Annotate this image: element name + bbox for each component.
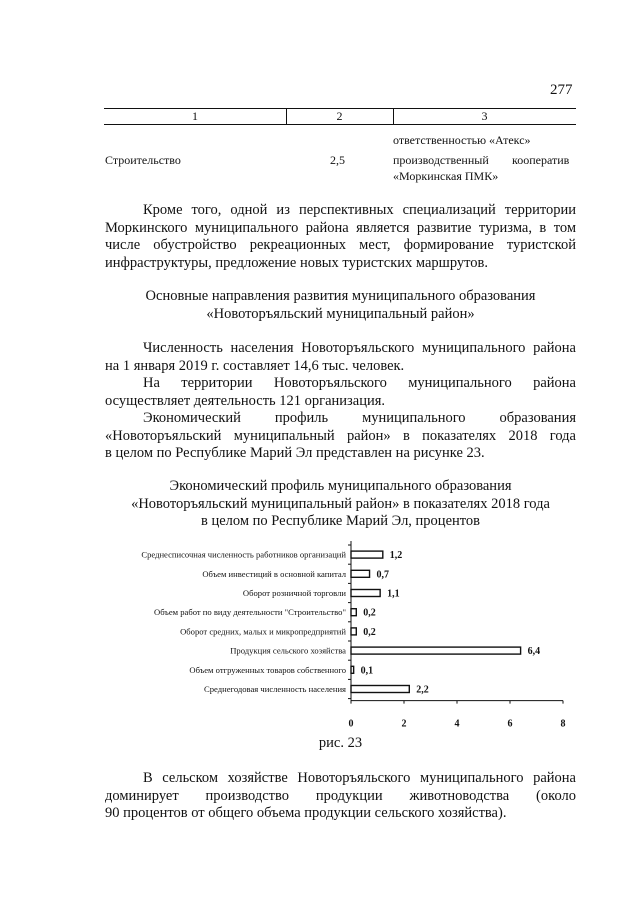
table-cell-desc-a: производственный: [393, 153, 489, 167]
text-line: на 1 января 2019 г. составляет 14,6 тыс. человек.: [105, 357, 405, 374]
chart-bar: [351, 647, 521, 654]
chart-category-label: Среднегодовая численность населения: [204, 684, 346, 694]
chart-category-label: Объем отгруженных товаров собственного: [189, 664, 346, 675]
text-line: числе обустройство рекреационных мест, формирование туристской: [105, 237, 576, 254]
chart-title-line: в целом по Республике Марий Эл, процентов: [200, 513, 481, 530]
chart-value-label: 0,2: [363, 607, 376, 619]
text-line: Кроме того, одной из перспективных специализаций территории: [143, 202, 576, 218]
table-col-header-1: 1: [192, 109, 198, 123]
paragraph-agriculture: [105, 770, 576, 823]
chart-category-label: Оборот розничной торговли: [242, 588, 346, 598]
chart-category-label: Продукция сельского хозяйства: [230, 645, 346, 656]
chart-value-label: 2,2: [416, 684, 429, 696]
chart-bar: [351, 628, 356, 635]
table-col-header-3: 3: [481, 109, 488, 123]
text-line: инфраструктуры, предложение новых туристских маршрутов.: [105, 254, 488, 271]
table-continuation-text: ответственностью «Атекс»: [393, 133, 531, 147]
table-cell-desc-line2: «Моркинская ПМК»: [393, 169, 499, 183]
chart-value-label: 0,1: [360, 665, 374, 677]
text-line: в целом по Республике Марий Эл представлен на рисунке 23.: [105, 445, 485, 462]
chart-x-tick-label: 4: [454, 718, 460, 730]
chart-x-tick-label: 6: [507, 718, 513, 730]
chart-bar: [351, 590, 380, 597]
text-line: «Новоторъяльский муниципальный район» в показателях 2018 года: [105, 427, 576, 444]
text-line: В сельском хозяйстве Новоторъяльского муниципального района: [143, 770, 576, 786]
table-cell-desc-b: кооператив: [512, 153, 570, 167]
chart-value-label: 1,1: [387, 588, 400, 600]
text-line: На территории Новоторъяльского муниципального района: [143, 375, 576, 391]
chart-title-line: Экономический профиль муниципального образования: [169, 478, 512, 494]
page-number: 277: [550, 82, 573, 98]
chart-value-label: 1,2: [389, 550, 403, 562]
chart-value-label: 6,4: [527, 646, 541, 658]
table-col-header-2: 2: [336, 109, 343, 123]
text-line: Моркинского муниципального района является развитие туризма, в том: [105, 219, 576, 236]
chart-title-line: «Новоторъяльский муниципальный район» в показателях 2018 года: [131, 495, 550, 512]
chart-category-label: Объем инвестиций в основной капитал: [202, 568, 346, 579]
heading-line: «Новоторъяльский муниципальный район»: [206, 305, 475, 322]
chart-bar: [351, 570, 370, 577]
chart-bar: [351, 551, 383, 558]
heading-line: Основные направления развития муниципального образования: [145, 288, 536, 304]
chart-category-label: Среднесписочная численность работников организаций: [141, 549, 346, 560]
chart-category-label: Оборот средних, малых и микропредприятий: [180, 626, 346, 637]
chart-x-tick-label: 2: [401, 718, 407, 730]
table-cell-sector: Строительство: [105, 153, 181, 167]
text-line: доминирует производство продукции животноводства (около: [105, 787, 576, 804]
text-line: 90 процентов от общего объема продукции сельского хозяйства).: [105, 805, 507, 822]
table-cell-value: 2,5: [330, 153, 345, 167]
text-line: Экономический профиль муниципального образования: [143, 410, 576, 426]
chart-category-label: Объем работ по виду деятельности "Строительство": [154, 607, 346, 618]
text-line: осуществляет деятельность 121 организация.: [105, 392, 386, 409]
chart-x-tick-label: 0: [348, 718, 354, 730]
chart-bar: [351, 609, 356, 616]
chart-bar: [351, 666, 354, 673]
text-line: Численность населения Новоторъяльского муниципального района: [143, 340, 576, 356]
chart-value-label: 0,7: [376, 569, 390, 581]
chart-x-tick-label: 8: [560, 718, 566, 730]
figure-caption: рис. 23: [318, 735, 363, 751]
chart-bar: [351, 686, 409, 693]
chart-value-label: 0,2: [363, 626, 376, 638]
